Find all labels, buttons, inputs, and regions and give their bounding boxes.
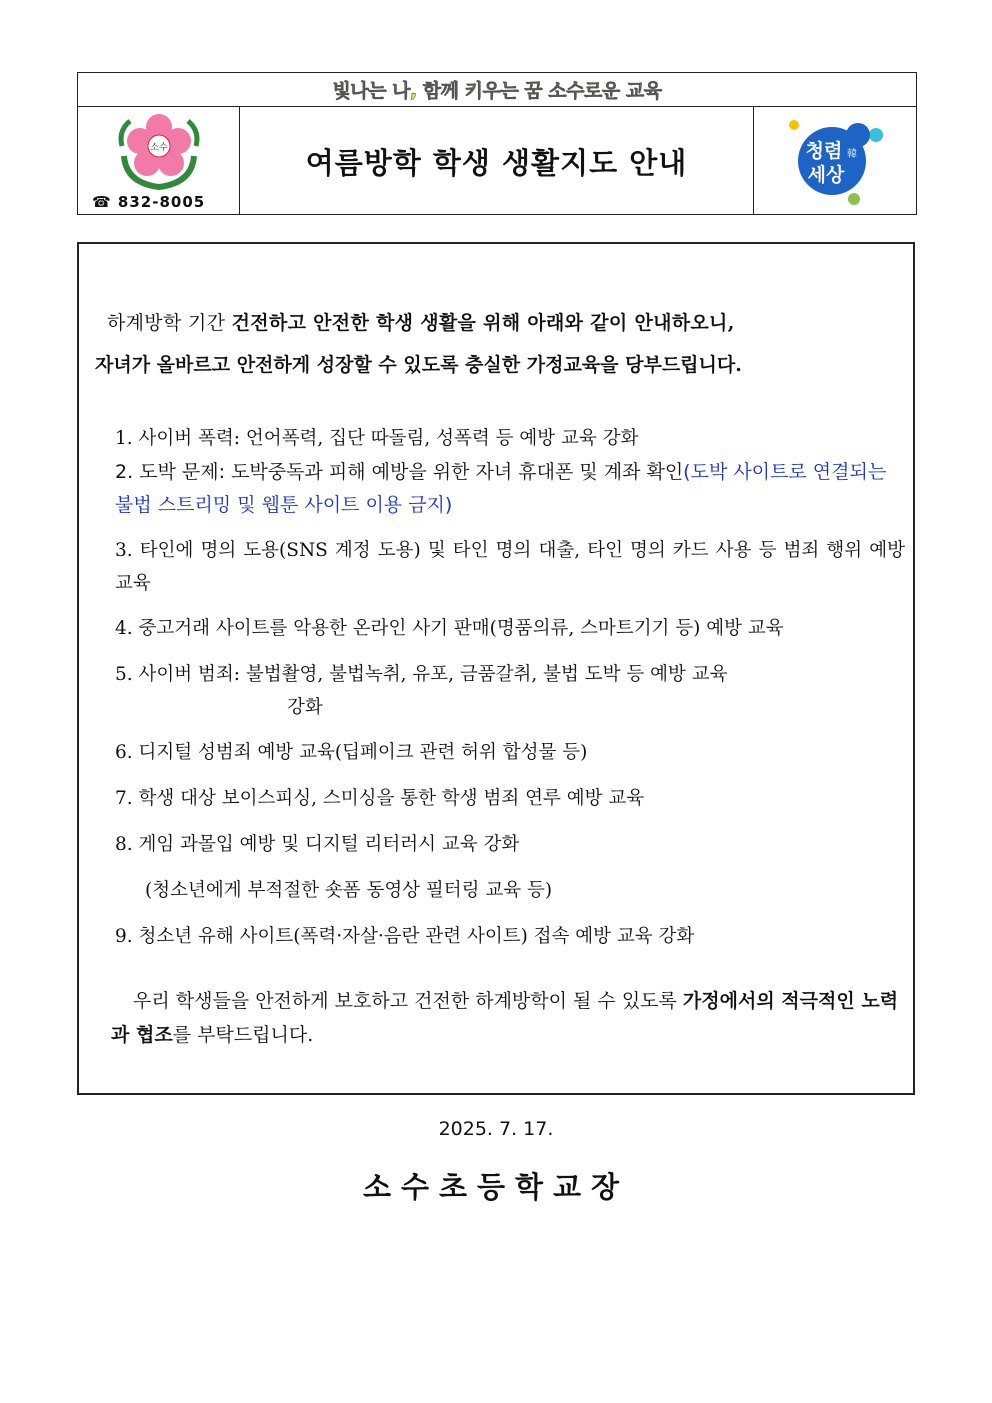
document-date: 2025. 7. 17. bbox=[438, 1118, 554, 1140]
list-item-2 bbox=[115, 456, 905, 522]
list-item-2-note: (도박 사이트로 연결되는 불법 스트리밍 및 웹툰 사이트 이용 금지) bbox=[115, 461, 887, 516]
notice-box bbox=[77, 242, 915, 1095]
intro-line2-bold: 자녀가 올바르고 안전하게 성장할 수 있도록 충실한 가정교육을 당부드립니다. bbox=[95, 354, 742, 376]
closing-plain-2: 를 부탁드립니다. bbox=[172, 1024, 314, 1046]
slogan-part-4: 로운 교육 bbox=[584, 80, 662, 102]
closing-paragraph bbox=[111, 984, 901, 1052]
intro-line1-bold: 건전하고 안전한 학생 생활을 위해 아래와 같이 안내하오니, bbox=[231, 312, 735, 334]
list-item-2-text: 2. 도박 문제: 도박중독과 피해 예방을 위한 자녀 휴대폰 및 계좌 확인 bbox=[115, 461, 684, 483]
slogan-part-1: 빛 bbox=[332, 80, 351, 102]
intro-line1-plain: 하계방학 기간 bbox=[107, 312, 232, 334]
integrity-emblem-icon bbox=[784, 115, 884, 207]
title-cell bbox=[240, 107, 754, 215]
closing-bold: 가정에서의 적극적인 노력과 협조 bbox=[111, 990, 899, 1046]
list-item-5-cont: 강화 bbox=[287, 697, 323, 718]
school-logo-cell bbox=[78, 107, 240, 215]
emblem-text-3: 韓 bbox=[847, 149, 857, 160]
seal-text: 소수 bbox=[150, 143, 168, 153]
emblem-text-1: 청렴 bbox=[805, 140, 843, 162]
list-item-5-text: 5. 사이버 범죄: 불법촬영, 불법녹취, 유포, 금품갈취, 불법 도박 등 예방 교육 bbox=[115, 664, 728, 685]
emblem-text-2: 세상 bbox=[807, 164, 845, 186]
closing-plain-1: 우리 학생들을 안전하게 보호하고 건전한 하계방학이 될 수 있도록 bbox=[133, 990, 683, 1012]
emblem-cell bbox=[754, 107, 916, 215]
phone-number: ☎ 832-8005 bbox=[92, 193, 206, 211]
list-item-5 bbox=[115, 658, 905, 724]
list-item-7: 7. 학생 대상 보이스피싱, 스미싱을 통한 학생 범죄 연루 예방 교육 bbox=[115, 788, 645, 809]
header-table bbox=[77, 72, 917, 215]
list-item-6: 6. 디지털 성범죄 예방 교육(딥페이크 관련 허위 합성물 등) bbox=[115, 742, 588, 763]
slogan-part-2: 나는 나, 함께 키우는 꿈 bbox=[350, 80, 543, 102]
list-item-9: 9. 청소년 유해 사이트(폭력·자살·음란 관련 사이트) 접속 예방 교육 강화 bbox=[115, 926, 695, 947]
school-seal-icon bbox=[114, 111, 204, 191]
list-item-8: 8. 게임 과몰입 예방 및 디지털 리터러시 교육 강화 bbox=[115, 834, 520, 855]
list-item-4: 4. 중고거래 사이트를 악용한 온라인 사기 판매(명품의류, 스마트기기 등) 예방 교육 bbox=[115, 618, 784, 639]
signer: 소수초등학교장 bbox=[362, 1170, 630, 1204]
slogan-part-3: 소수 bbox=[548, 80, 585, 102]
page-title: 여름방학 학생 생활지도 안내 bbox=[305, 145, 688, 180]
list-item-8-sub: (청소년에게 부적절한 숏폼 동영상 필터링 교육 등) bbox=[145, 880, 553, 901]
list-item-3: 3. 타인에 명의 도용(SNS 계정 도용) 및 타인 명의 대출, 타인 명의 카드 사용 등 범죄 행위 예방 교육 bbox=[115, 540, 905, 594]
intro-paragraph bbox=[95, 302, 903, 386]
slogan bbox=[78, 73, 916, 107]
list-item-1: 1. 사이버 폭력: 언어폭력, 집단 따돌림, 성폭력 등 예방 교육 강화 bbox=[115, 428, 639, 449]
